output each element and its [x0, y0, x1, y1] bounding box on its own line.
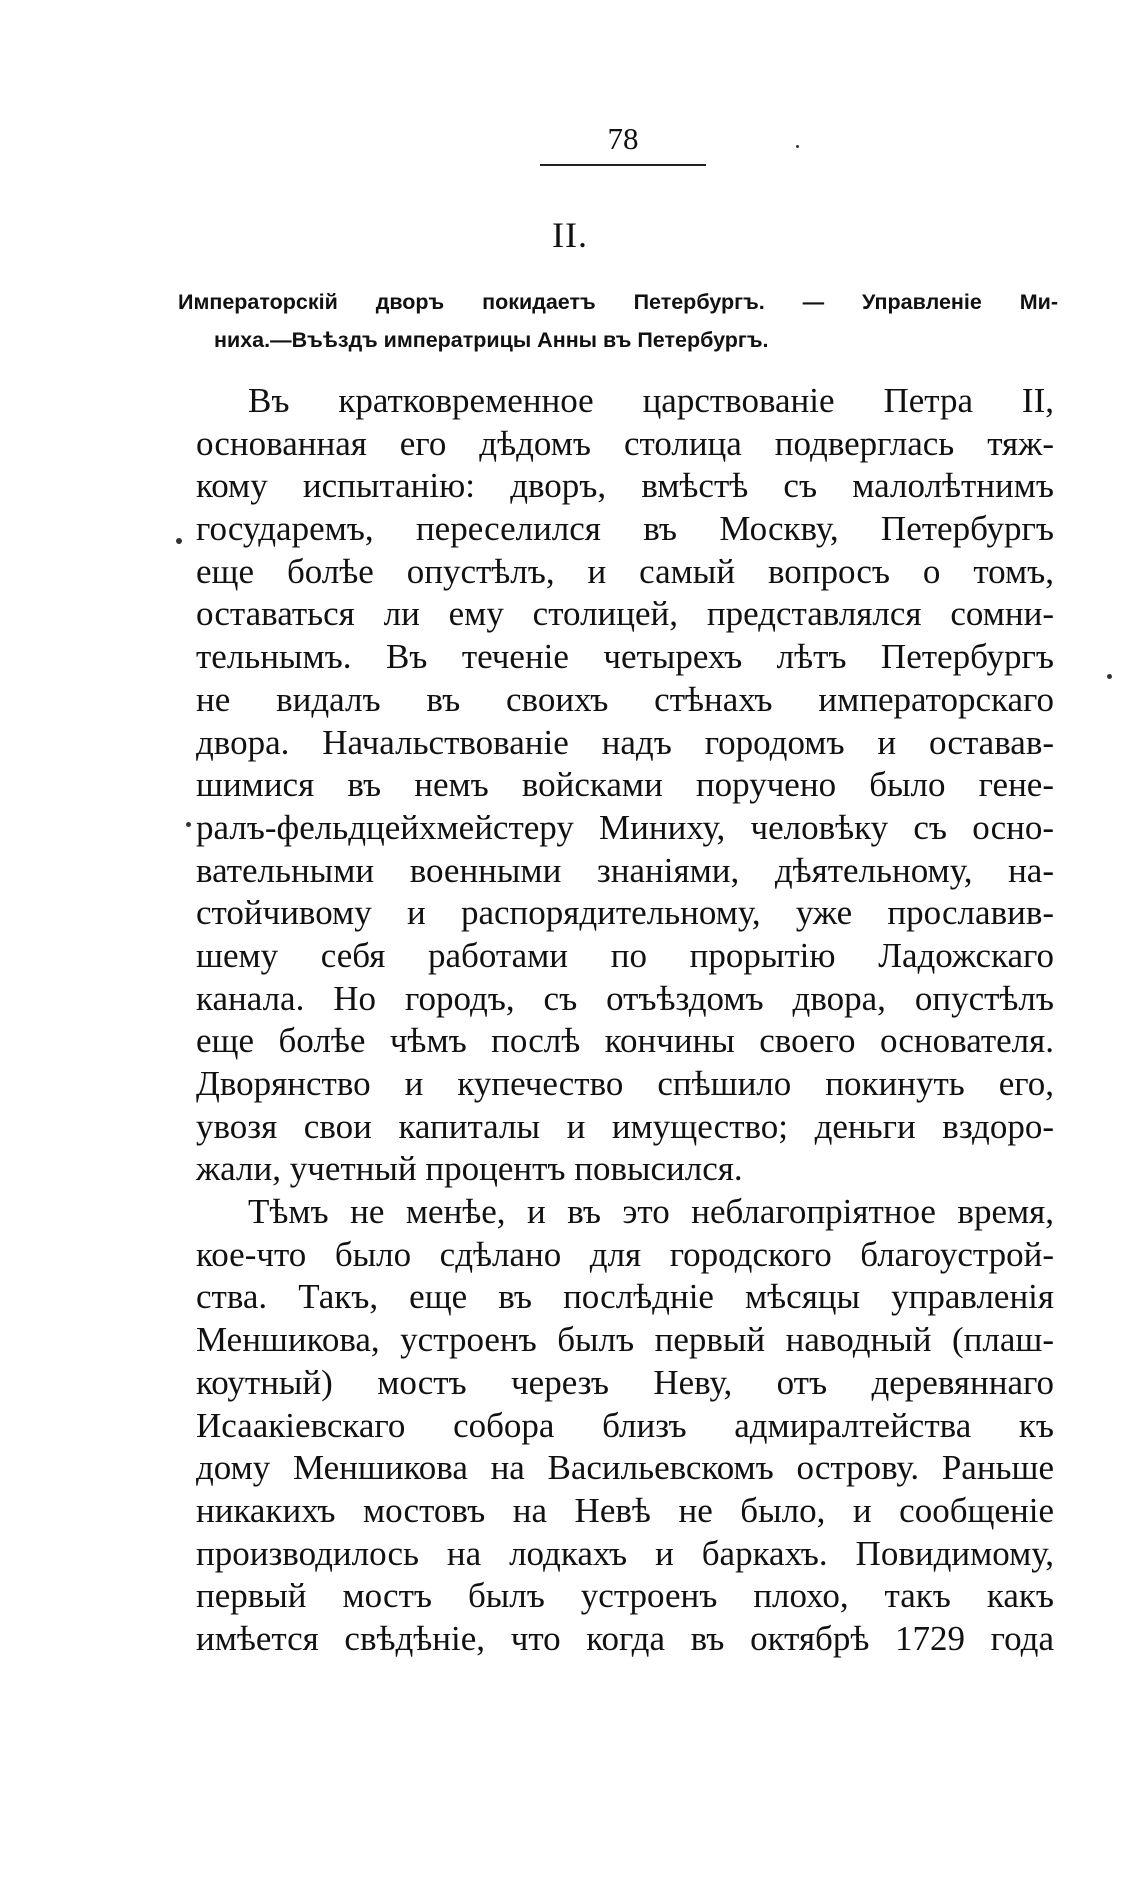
text-line: Тѣмъ не менѣе, и въ это неблагопріятное время, — [248, 1192, 1054, 1232]
page-number-rule — [540, 164, 706, 166]
chapter-number: II. — [552, 215, 588, 255]
text-line: двора. Начальствованіе надъ городомъ и оставав- — [196, 722, 1054, 762]
text-line: ралъ-фельдцейхмейстеру Миниху, человѣку съ осно- — [196, 807, 1054, 847]
text-line: ства. Такъ, еще въ послѣдніе мѣсяцы управленія — [196, 1277, 1054, 1317]
text-line: канала. Но городъ, съ отъѣздомъ двора, опустѣлъ — [196, 978, 1054, 1018]
text-line: шему себя работами по прорытію Ладожскаго — [196, 935, 1054, 975]
body-text — [196, 380, 1054, 1661]
text-line: основанная его дѣдомъ столица подверглась тяж- — [196, 423, 1054, 463]
text-line: Въ кратковременное царствованіе Петра II, — [248, 381, 1054, 420]
text-line: тельнымъ. Въ теченіе четырехъ лѣтъ Петербургъ — [196, 637, 1054, 677]
scan-speck — [796, 145, 799, 148]
text-line: не видалъ въ своихъ стѣнахъ императорскаго — [196, 679, 1054, 719]
scan-speck — [176, 538, 182, 544]
text-line: производилось на лодкахъ и баркахъ. Повидимому, — [196, 1533, 1054, 1573]
text-line: увозя свои капиталы и имущество; деньги вздоро- — [196, 1106, 1054, 1146]
text-line: вательными военными знаніями, дѣятельному, на- — [196, 850, 1054, 890]
text-line: первый мостъ былъ устроенъ плохо, такъ какъ — [196, 1576, 1054, 1616]
text-line: оставаться ли ему столицей, представлялся сомни- — [196, 594, 1054, 634]
text-line: Дворянство и купечество спѣшило покинуть его, — [196, 1064, 1054, 1103]
scan-speck — [186, 822, 191, 827]
page-number: 78 — [607, 121, 639, 156]
text-line: жали, учетный процентъ повысился. — [196, 1149, 743, 1189]
text-line: имѣется свѣдѣніе, что когда въ октябрѣ 1729 года — [196, 1618, 1054, 1658]
text-line: кому испытанію: дворъ, вмѣстѣ съ малолѣтнимъ — [196, 466, 1054, 506]
text-line: Исаакіевскаго собора близъ адмиралтейства къ — [196, 1405, 1054, 1445]
text-line: государемъ, переселился въ Москву, Петербургъ — [196, 509, 1054, 549]
summary-line: ниха.—Въѣздъ императрицы Анны въ Петербургъ. — [214, 328, 769, 352]
chapter-summary — [178, 283, 1058, 359]
text-line: коутный) мостъ черезъ Неву, отъ деревяннаго — [196, 1362, 1054, 1402]
text-line: стойчивому и распорядительному, уже прославив- — [196, 893, 1054, 933]
summary-line: Императорскій дворъ покидаетъ Петербургъ. — Управленіе Ми- — [178, 290, 1058, 314]
text-line: еще болѣе опустѣлъ, и самый вопросъ о томъ, — [196, 551, 1054, 591]
text-line: Меншикова, устроенъ былъ первый наводный (плаш- — [196, 1320, 1054, 1360]
text-line: еще болѣе чѣмъ послѣ кончины своего основателя. — [196, 1021, 1054, 1061]
text-line: шимися въ немъ войсками поручено было гене- — [196, 765, 1054, 805]
text-line: кое-что было сдѣлано для городского благоустрой- — [196, 1234, 1054, 1274]
scan-speck — [1107, 674, 1112, 679]
text-line: дому Меншикова на Васильевскомъ острову. Раньше — [196, 1448, 1054, 1488]
text-line: никакихъ мостовъ на Невѣ не было, и сообщеніе — [196, 1490, 1054, 1530]
